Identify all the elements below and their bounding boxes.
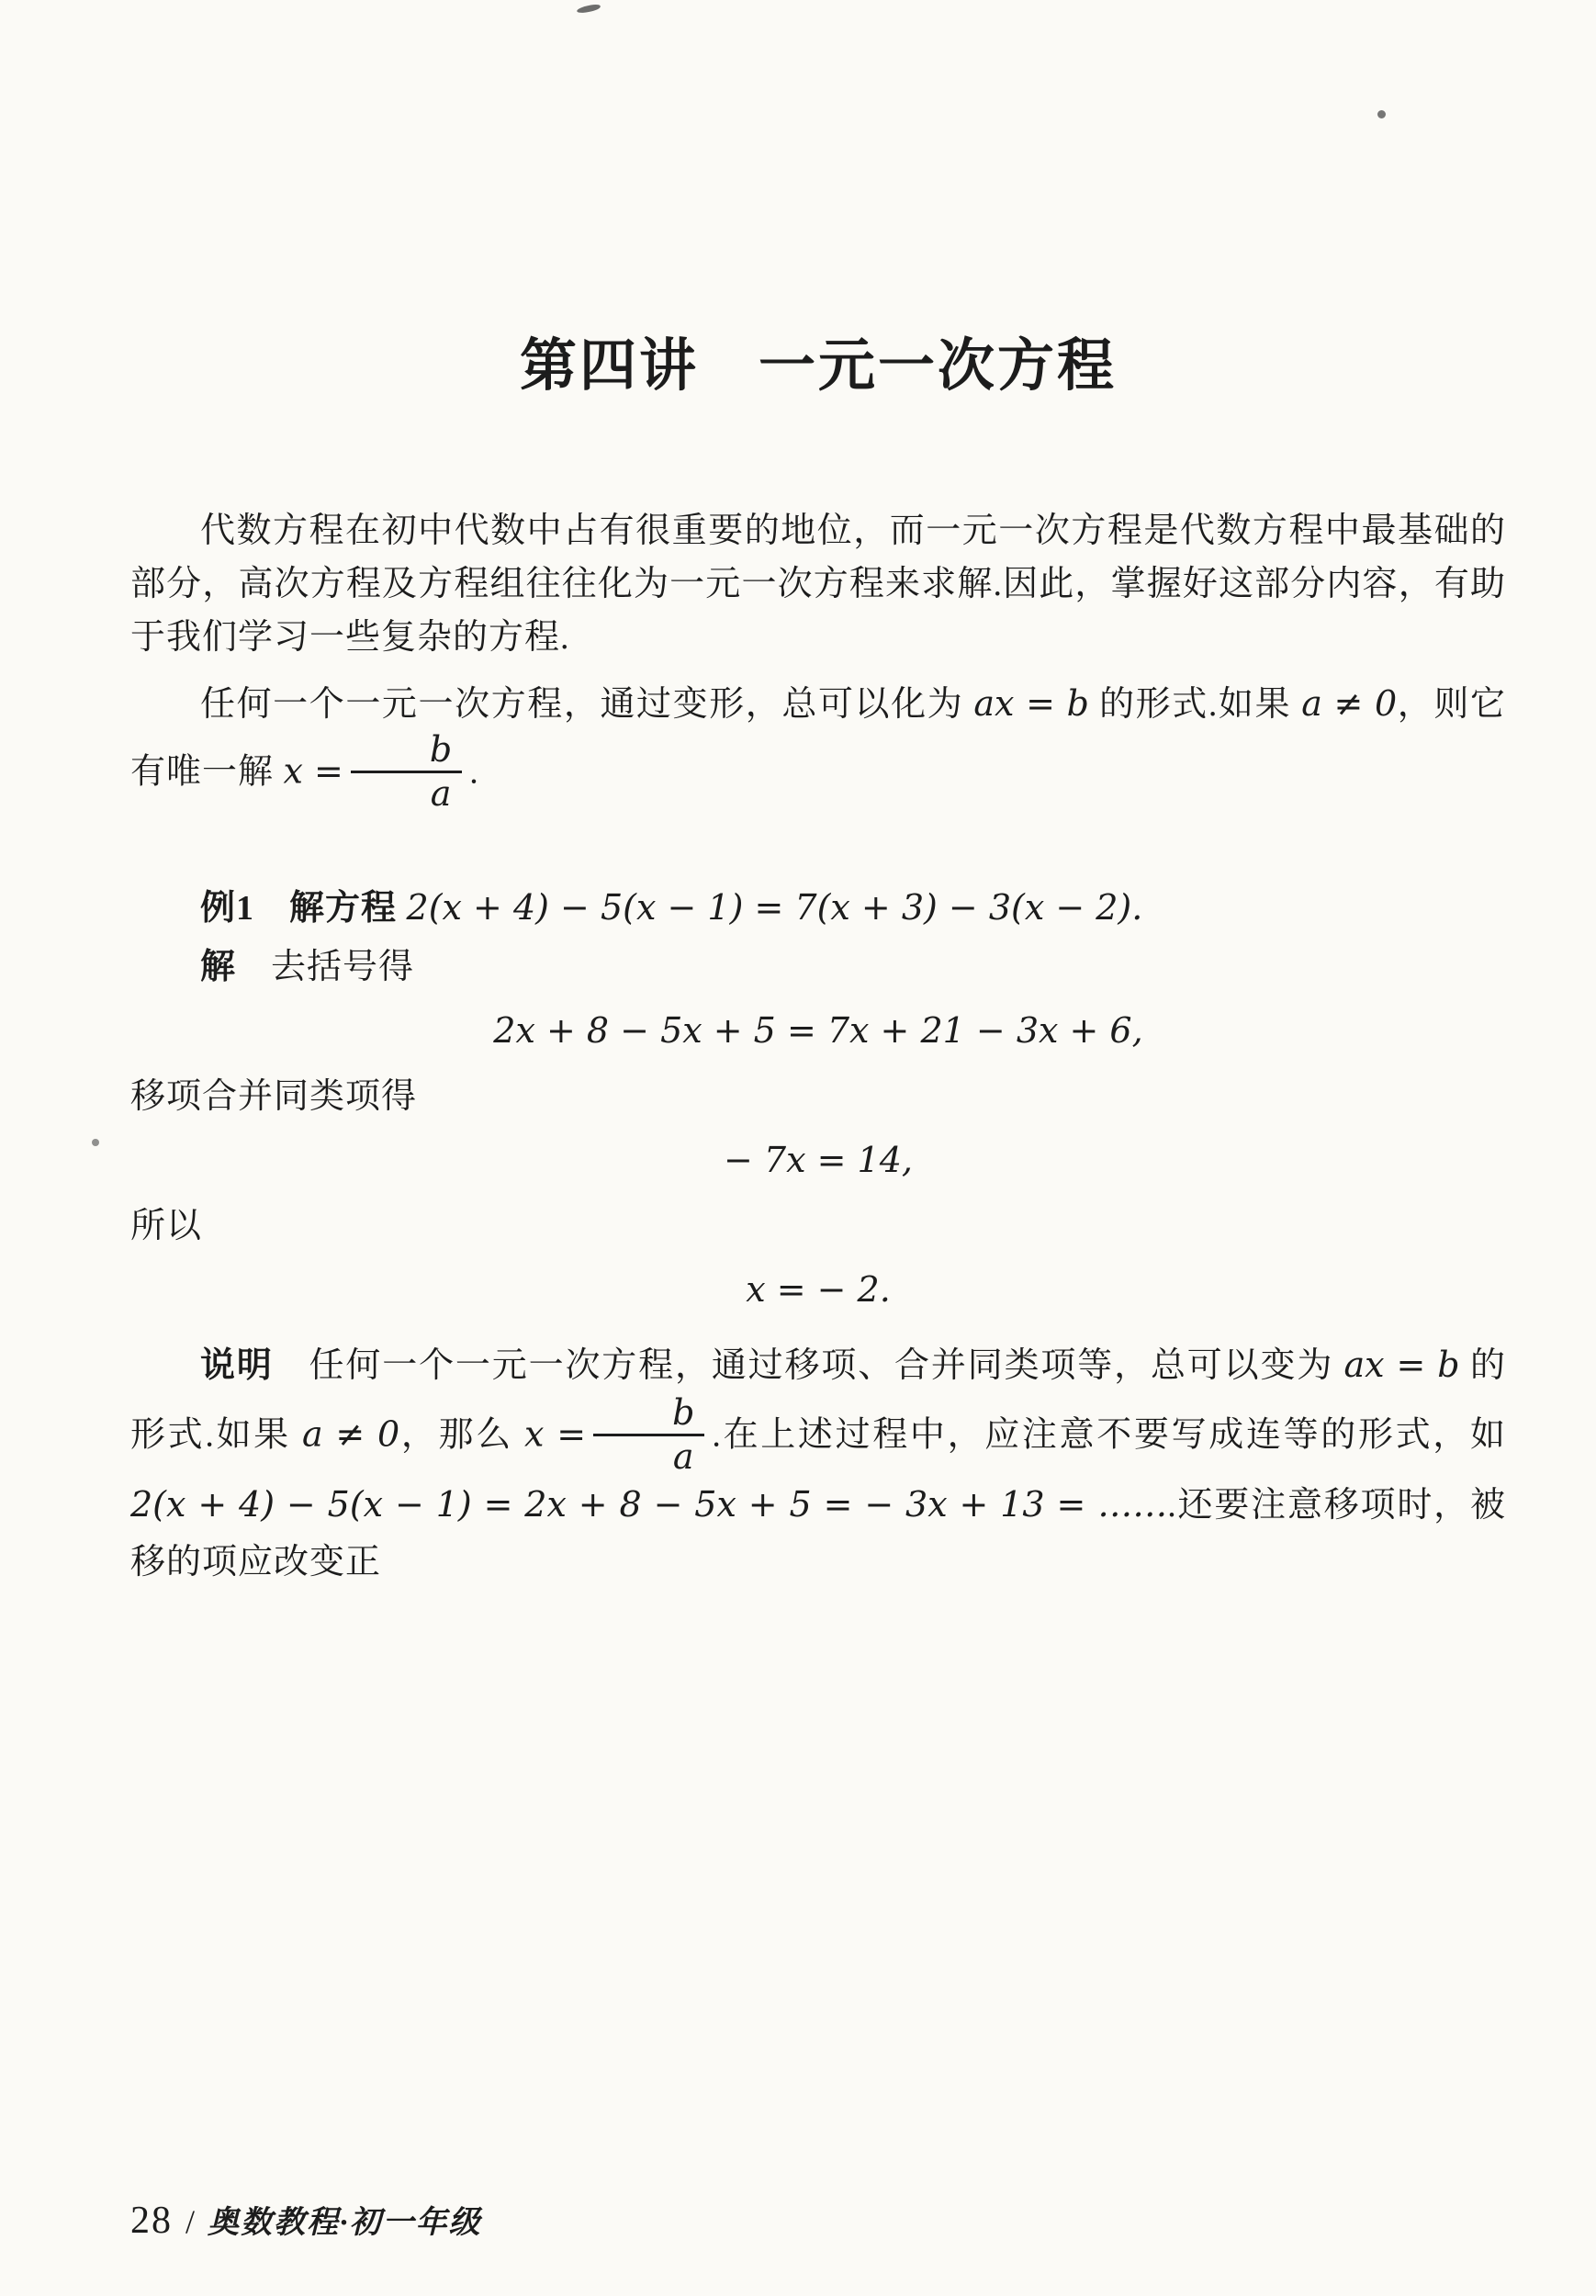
text-run: 的形式.如果 xyxy=(130,1346,1506,1455)
solution-label: 解 xyxy=(200,948,237,987)
math-run: ax = b xyxy=(973,683,1089,724)
example-1-heading xyxy=(130,881,1506,935)
equation-line-2 xyxy=(130,1140,1506,1181)
footer-separator: / xyxy=(185,2203,196,2240)
math-run: x = xyxy=(283,750,343,792)
scan-artifact xyxy=(577,4,601,14)
math-run: 2x + 8 − 5x + 5 = 7x + 21 − 3x + 6, xyxy=(493,1010,1143,1052)
book-title: 奥数教程·初一年级 xyxy=(208,2206,482,2240)
fraction-denominator: a xyxy=(672,1436,695,1478)
math-run: x = xyxy=(524,1413,587,1455)
fraction-b-over-a xyxy=(593,1394,704,1476)
text-run: 任何一个一元一次方程，通过移项、合并同类项等，总可以变为 xyxy=(308,1346,1344,1386)
text-run: 的形式.如果 xyxy=(1089,685,1302,724)
text-run: .在上述过程中，应注意不要写成连等的形式，如 xyxy=(712,1415,1506,1455)
text-run: . xyxy=(469,752,479,792)
math-run: − 7x = 14, xyxy=(724,1140,913,1181)
math-run: a ≠ 0 xyxy=(1301,683,1398,724)
example-label: 例1 xyxy=(200,889,255,929)
solution-lead xyxy=(130,940,1506,994)
text-run: .还要注意移项时，被移的项应改变正 xyxy=(130,1486,1506,1582)
text-run: 去括号得 xyxy=(271,948,415,987)
text-run: ，则它有唯一解 xyxy=(130,685,1506,792)
chapter-title: 第四讲 一元一次方程 xyxy=(519,335,1117,398)
fraction-denominator: a xyxy=(430,773,453,815)
remark-label: 说明 xyxy=(200,1346,274,1386)
page-number: 28 xyxy=(130,2200,173,2242)
step-text: 移项合并同类项得 xyxy=(130,1077,418,1117)
math-run: ax = b xyxy=(1343,1345,1460,1386)
general-form-paragraph xyxy=(130,677,1506,813)
equation-line-3 xyxy=(130,1269,1506,1311)
fraction-b-over-a xyxy=(351,731,462,813)
math-run: 2(x + 4) − 5(x − 1) = 7(x + 3) − 3(x − 2). xyxy=(406,887,1143,929)
math-run: a ≠ 0 xyxy=(302,1413,400,1455)
text-run: ，那么 xyxy=(399,1415,525,1455)
intro-paragraph: 代数方程在初中代数中占有很重要的地位，而一元一次方程是代数方程中最基础的部分，高次方程及方程组往往化为一元一次方程来求解.因此，掌握好这部分内容，有助于我们学习一些复杂的方程. xyxy=(130,512,1506,657)
page-content xyxy=(130,320,1506,1591)
math-run: x = − 2. xyxy=(746,1269,891,1311)
example-lead: 解方程 xyxy=(289,889,398,929)
math-run: 2(x + 4) − 5(x − 1) = 2x + 8 − 5x + 5 = − 3x + 13 = …… xyxy=(130,1484,1168,1525)
scan-artifact xyxy=(92,1139,99,1146)
step-text: 所以 xyxy=(130,1207,203,1246)
equation-line-1 xyxy=(130,1010,1506,1052)
fraction-numerator: b xyxy=(351,731,462,773)
fraction-numerator: b xyxy=(593,1394,704,1436)
text-run: 任何一个一元一次方程，通过变形，总可以化为 xyxy=(200,685,974,724)
scan-artifact xyxy=(1377,110,1386,118)
page-footer xyxy=(130,2197,482,2243)
remark-paragraph xyxy=(130,1336,1506,1591)
